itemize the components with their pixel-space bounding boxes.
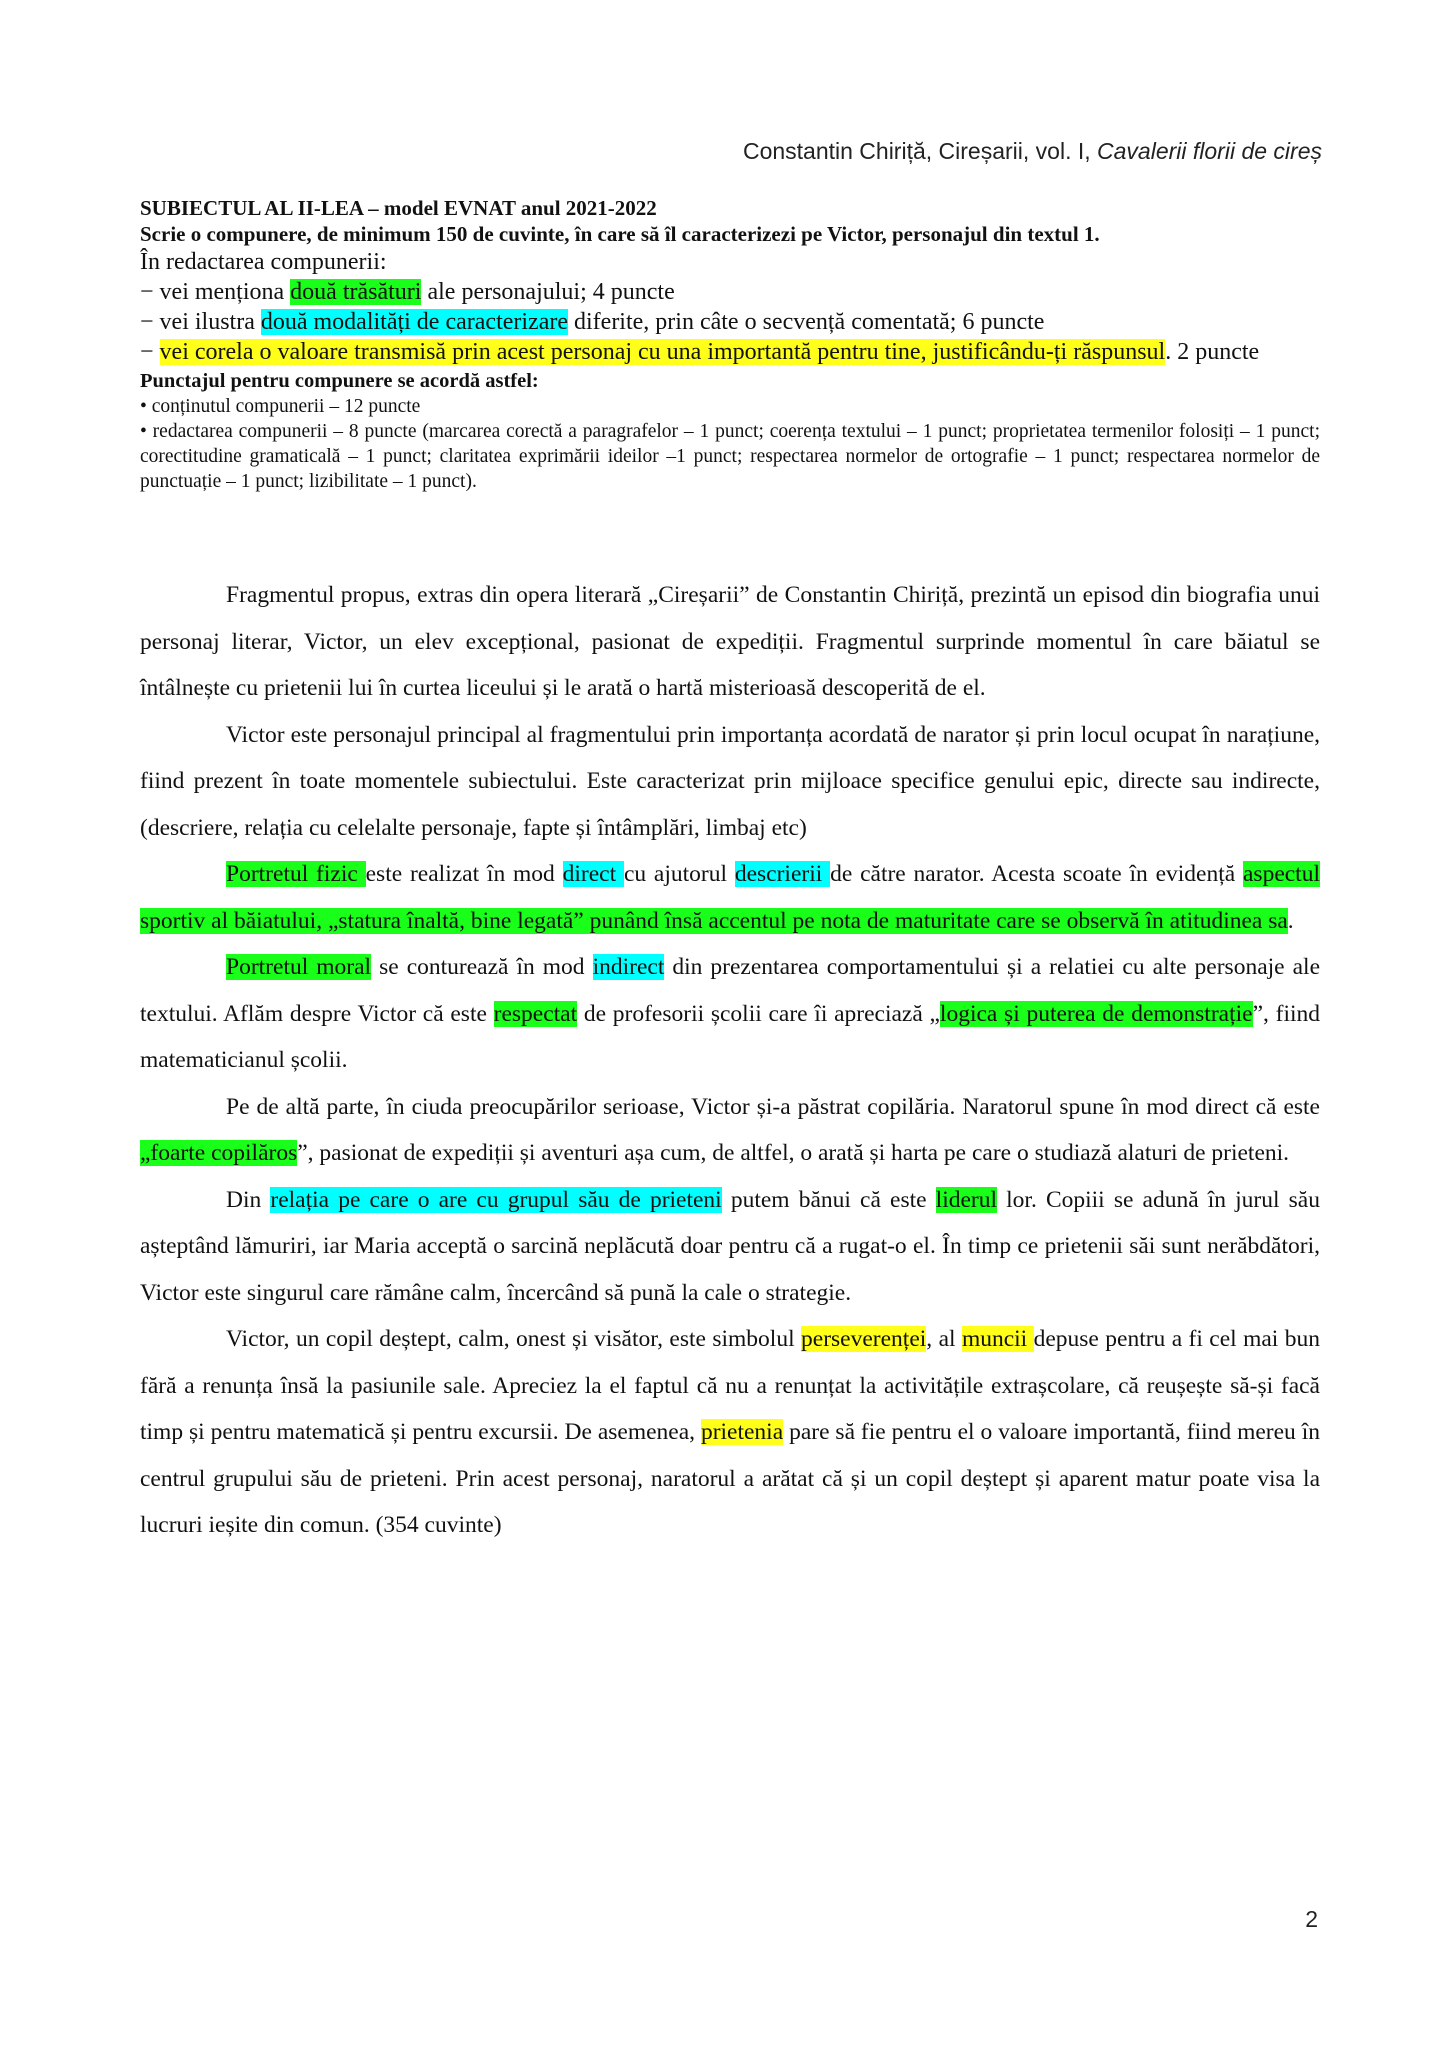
scoring-item-writing: • redactarea compunerii – 8 puncte (marcarea corectă a paragrafelor – 1 punct; coerența textului – 1 punct; proprietatea termenilor folosiți – 1 punct; corectitudine gramaticală – 1 punct; claritatea exprimării ideilor –1 punct; respectarea normelor de ortografie – 1 punct; respectarea normelor de punctuație – 1 punct; lizibilitate – 1 punct). — [140, 421, 1320, 492]
requirement-2: − vei ilustra două modalități de caracterizare diferite, prin câte o secvență comentată; 6 puncte — [140, 309, 1045, 335]
highlight-cyan: direct — [562, 861, 624, 887]
highlight-yellow: perseverenței — [801, 1326, 927, 1352]
highlight-cyan: indirect — [592, 954, 665, 980]
essay-paragraph-6: Din relația pe care o are cu grupul său de prieteni putem bănui că este liderul lor. Copiii se adună în jurul său așteptând lămuriri, iar Maria acceptă o sarcină neplăcută doar pentru că a rugat-o el. În timp ce prietenii săi sunt nerăbdători, Victor este singurul care rămâne calm, încercând să pună la cale o strategie. — [140, 1186, 1320, 1306]
highlight-green: Portretul moral — [226, 954, 372, 980]
highlight-cyan: descrierii — [734, 861, 831, 887]
task-statement — [140, 195, 1320, 494]
scoring-title: Punctajul pentru compunere se acordă astfel: — [140, 370, 539, 392]
task-prompt: Scrie o compunere, de minimum 150 de cuvinte, în care să îl caracterizezi pe Victor, personajul din textul 1. — [140, 222, 1100, 246]
highlight-green: respectat — [493, 1000, 578, 1027]
highlight-yellow: prietenia — [700, 1419, 784, 1445]
essay-paragraph-3: Portretul fizic este realizat în mod direct cu ajutorul descrierii de către narator. Acesta scoate în evidență aspectul sportiv al băiatului, „statura înaltă, bine legată” punând însă accentul pe nota de maturitate care se observă în atitudinea sa. — [140, 861, 1320, 934]
highlight-green: aspectul sportiv al băiatului, „statura înaltă, bine legată” punând însă accentul pe nota de maturitate care se observă în atitudinea sa — [140, 861, 1320, 934]
highlight-green: „foarte copilăros — [140, 1140, 298, 1166]
requirement-3: − vei corela o valoare transmisă prin acest personaj cu una importantă pentru tine, justificându-ți răspunsul. 2 puncte — [140, 339, 1260, 365]
task-title: SUBIECTUL AL II-LEA – model EVNAT anul 2021-2022 — [140, 196, 657, 220]
header-citation: Constantin Chiriță, Cireșarii, vol. I, — [742, 138, 1098, 164]
highlight-yellow: muncii — [961, 1326, 1034, 1352]
essay-paragraph-5: Pe de altă parte, în ciuda preocupărilor serioase, Victor și-a păstrat copilăria. Naratorul spune în mod direct că este „foarte copilăros”, pasionat de expediții și aventuri așa cum, de altfel, o arată și harta pe care o studiază alaturi de prieteni. — [140, 1093, 1320, 1166]
highlight-green: liderul — [935, 1186, 998, 1213]
highlight-yellow: vei corela o valoare transmisă prin acest personaj cu una importantă pentru tine, justificându-ți răspunsul — [159, 339, 1166, 365]
highlight-green: Portretul fizic — [226, 861, 366, 887]
page-header — [743, 138, 1322, 165]
essay-paragraph-2: Victor este personajul principal al fragmentului prin importanța acordată de narator și prin locul ocupat în narațiune, fiind prezent în toate momentele subiectului. Este caracterizat prin mijloace specifice genului epic, directe sau indirecte, (descriere, relația cu celelalte personaje, fapte și întâmplări, limbaj etc) — [140, 721, 1320, 841]
highlight-green: două trăsături — [290, 279, 422, 305]
requirement-1: − vei menționa două trăsături ale personajului; 4 puncte — [140, 279, 675, 305]
task-intro: În redactarea compunerii: — [140, 249, 387, 275]
essay-paragraph-7: Victor, un copil deștept, calm, onest și visător, este simbolul perseverenței, al muncii depuse pentru a fi cel mai bun fără a renunța însă la pasiunile sale. Apreciez la el faptul că nu a renunțat la activitățile extrașcolare, că reușește să-și facă timp și pentru matematică și pentru excursii. De asemenea, prietenia pare să fie pentru el o valoare importantă, fiind mereu în centrul grupului său de prieteni. Prin acest personaj, naratorul a arătat că și un copil deștept și aparent matur poate visa la lucruri ieșite din comun. (354 cuvinte) — [140, 1326, 1320, 1538]
essay-paragraph-1: Fragmentul propus, extras din opera literară „Cireșarii” de Constantin Chiriță, prezintă un episod din biografia unui personaj literar, Victor, un elev excepțional, pasionat de expediții. Fragmentul surprinde momentul în care băiatul se întâlnește cu prietenii lui în curtea liceului și le arată o hartă misterioasă descoperită de el. — [140, 582, 1320, 701]
essay-paragraph-4: Portretul moral se conturează în mod indirect din prezentarea comportamentului și a relatiei cu alte personaje ale textului. Aflăm despre Victor că este respectat de profesorii școlii care îi apreciază „logica și puterea de demonstrație”, fiind matematicianul școlii. — [140, 954, 1321, 1073]
scoring-item-content: • conținutul compunerii – 12 puncte — [140, 396, 421, 417]
highlight-green: logica și puterea de demonstrație — [939, 1000, 1253, 1027]
highlight-cyan: relația pe care o are cu grupul său de prieteni — [270, 1186, 722, 1213]
essay-body — [140, 572, 1320, 1549]
header-book-title: Cavalerii florii de cireș — [1097, 138, 1322, 164]
page-number: 2 — [1305, 1906, 1318, 1932]
highlight-cyan: două modalități de caracterizare — [260, 309, 568, 335]
